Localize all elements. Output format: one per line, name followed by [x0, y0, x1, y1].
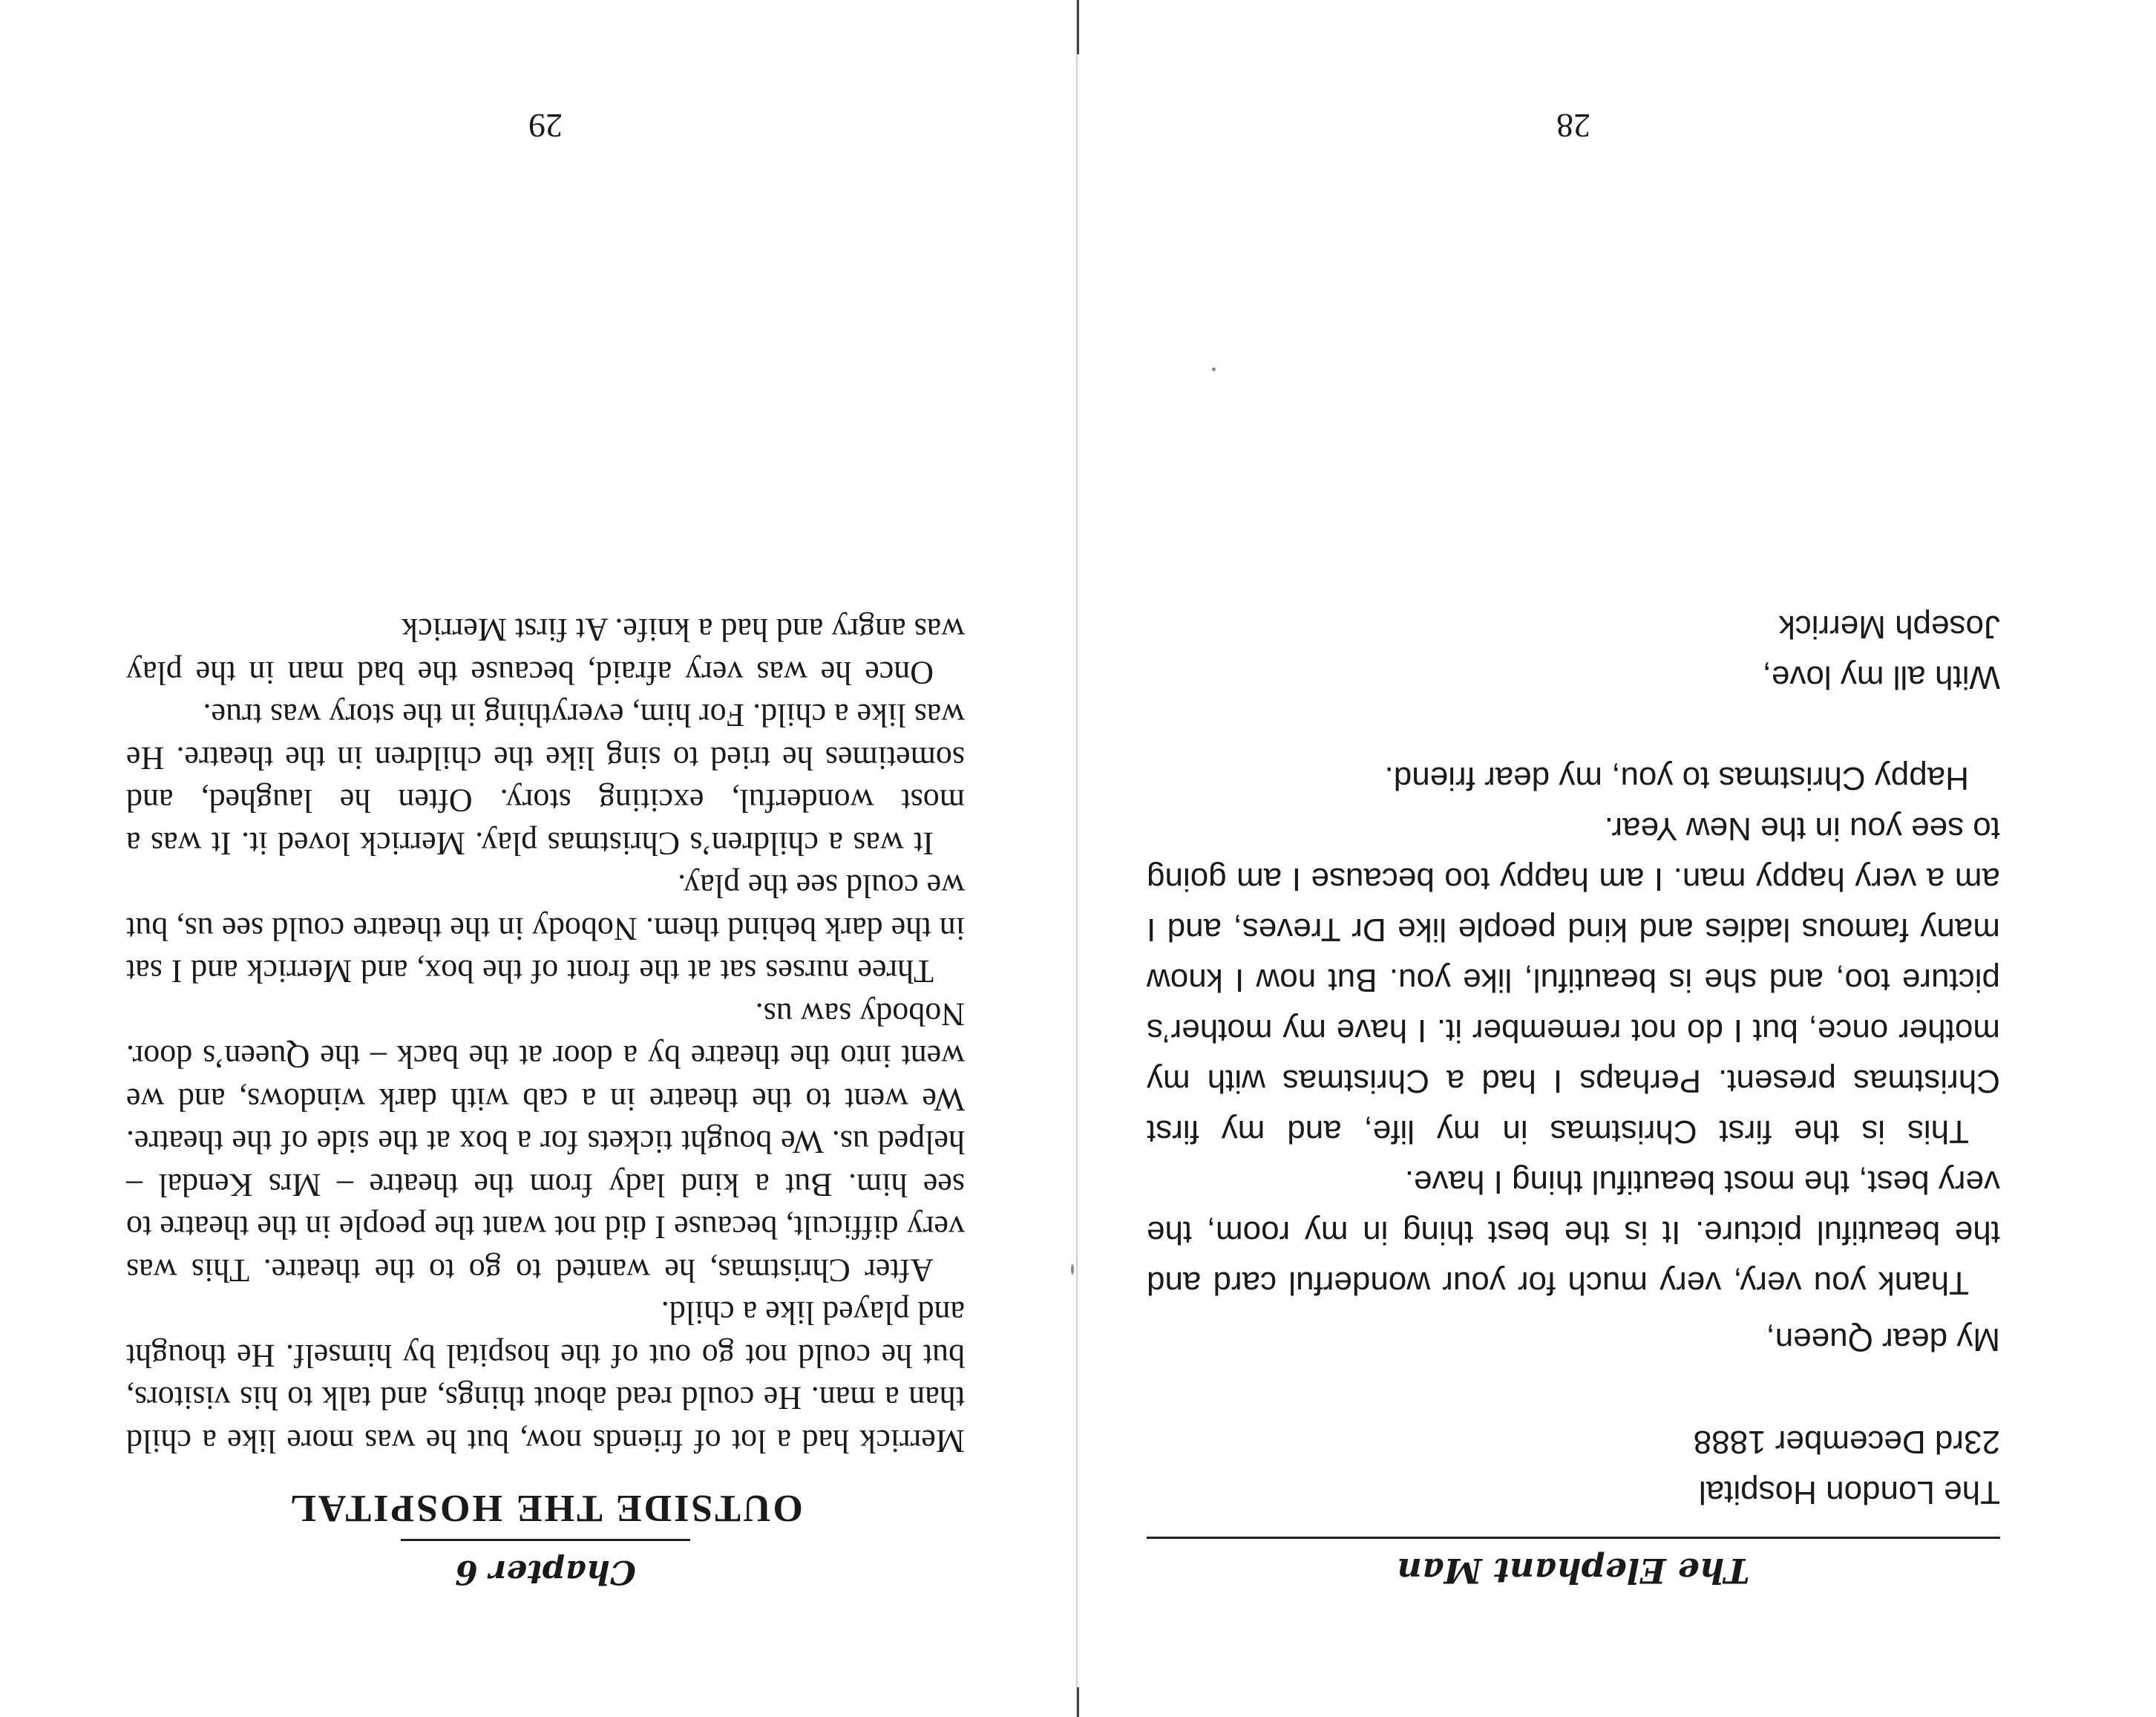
- text-paragraph: It was a children’s Christmas play. Merrick loved it. It was a most wonderful, exciting story. Often he laughed, and sometimes he tried to sing like the children in the theatre. He was like a child. For him, everything in the story was true.: [126, 697, 965, 862]
- text-paragraph: Merrick had a lot of friends now, but he was more like a child than a man. He could read about things, and talk to his visitors, but he could not go out of the hospital by himself. He thought and played like a child.: [126, 1295, 965, 1459]
- letter-date: 23rd December 1888: [1693, 1424, 2000, 1460]
- running-head: The Elephant Man: [1147, 1537, 2000, 1591]
- chapter-text: [126, 609, 965, 1462]
- letter-signature: Joseph Merrick: [1778, 609, 2000, 645]
- chapter-title: OUTSIDE THE HOSPITAL: [288, 1487, 803, 1529]
- page-number: 29: [528, 107, 563, 145]
- page-28: [1147, 106, 2000, 1591]
- letter-paragraph: Happy Christmas to you, my dear friend.: [1384, 760, 1969, 797]
- letter-address: The London Hospital: [1698, 1474, 2000, 1511]
- letter-paragraph: This is the first Christmas in my life, and my first Christmas present. Perhaps I had a Christmas with my mother once, but I do not remember it. I have my mother’s picture too, and she is beautiful, like you. But now I know many famous ladies and kind people like Dr Treves, and I am a very happy man. I am happy too because I am going to see you in the New Year.: [1147, 811, 2000, 1150]
- letter: [1147, 601, 2000, 1517]
- letter-paragraph: Thank you very, very much for your wonderful card and the beautiful picture. It is the best thing in my room, the very best, the most beautiful thing I have.: [1147, 1164, 2000, 1301]
- page-29: [126, 106, 965, 1591]
- text-paragraph: Once he was very afraid, because the bad man in the play was angry and had a knife. At first Merrick: [126, 612, 965, 691]
- text-paragraph: After Christmas, he wanted to go to the theatre. This was very difficult, because I did not want the people in the theatre to see him. But a kind lady from the theatre – Mrs Kendal – helped us. We bought tickets for a box at the side of the theatre. We went to the theatre in a cab with dark windows, and we went into the theatre by a door at the back – the Queen’s door. Nobody saw us.: [126, 996, 965, 1289]
- page-gutter: [1076, 0, 1078, 1717]
- text-paragraph: Three nurses sat at the front of the box, and Merrick and I sat in the dark behind them. Nobody in the theatre could see us, but we could see the play.: [126, 868, 965, 990]
- letter-closing: With all my love,: [1762, 659, 2000, 696]
- gutter-mark: [1077, 1687, 1079, 1717]
- scan-speck: [1071, 1264, 1074, 1275]
- chapter-label: Chapter 6: [455, 1553, 636, 1591]
- letter-salutation: My dear Queen,: [1766, 1321, 2000, 1358]
- chapter-rule: [401, 1539, 690, 1541]
- gutter-mark: [1077, 0, 1079, 54]
- page-number: 28: [1556, 107, 1590, 145]
